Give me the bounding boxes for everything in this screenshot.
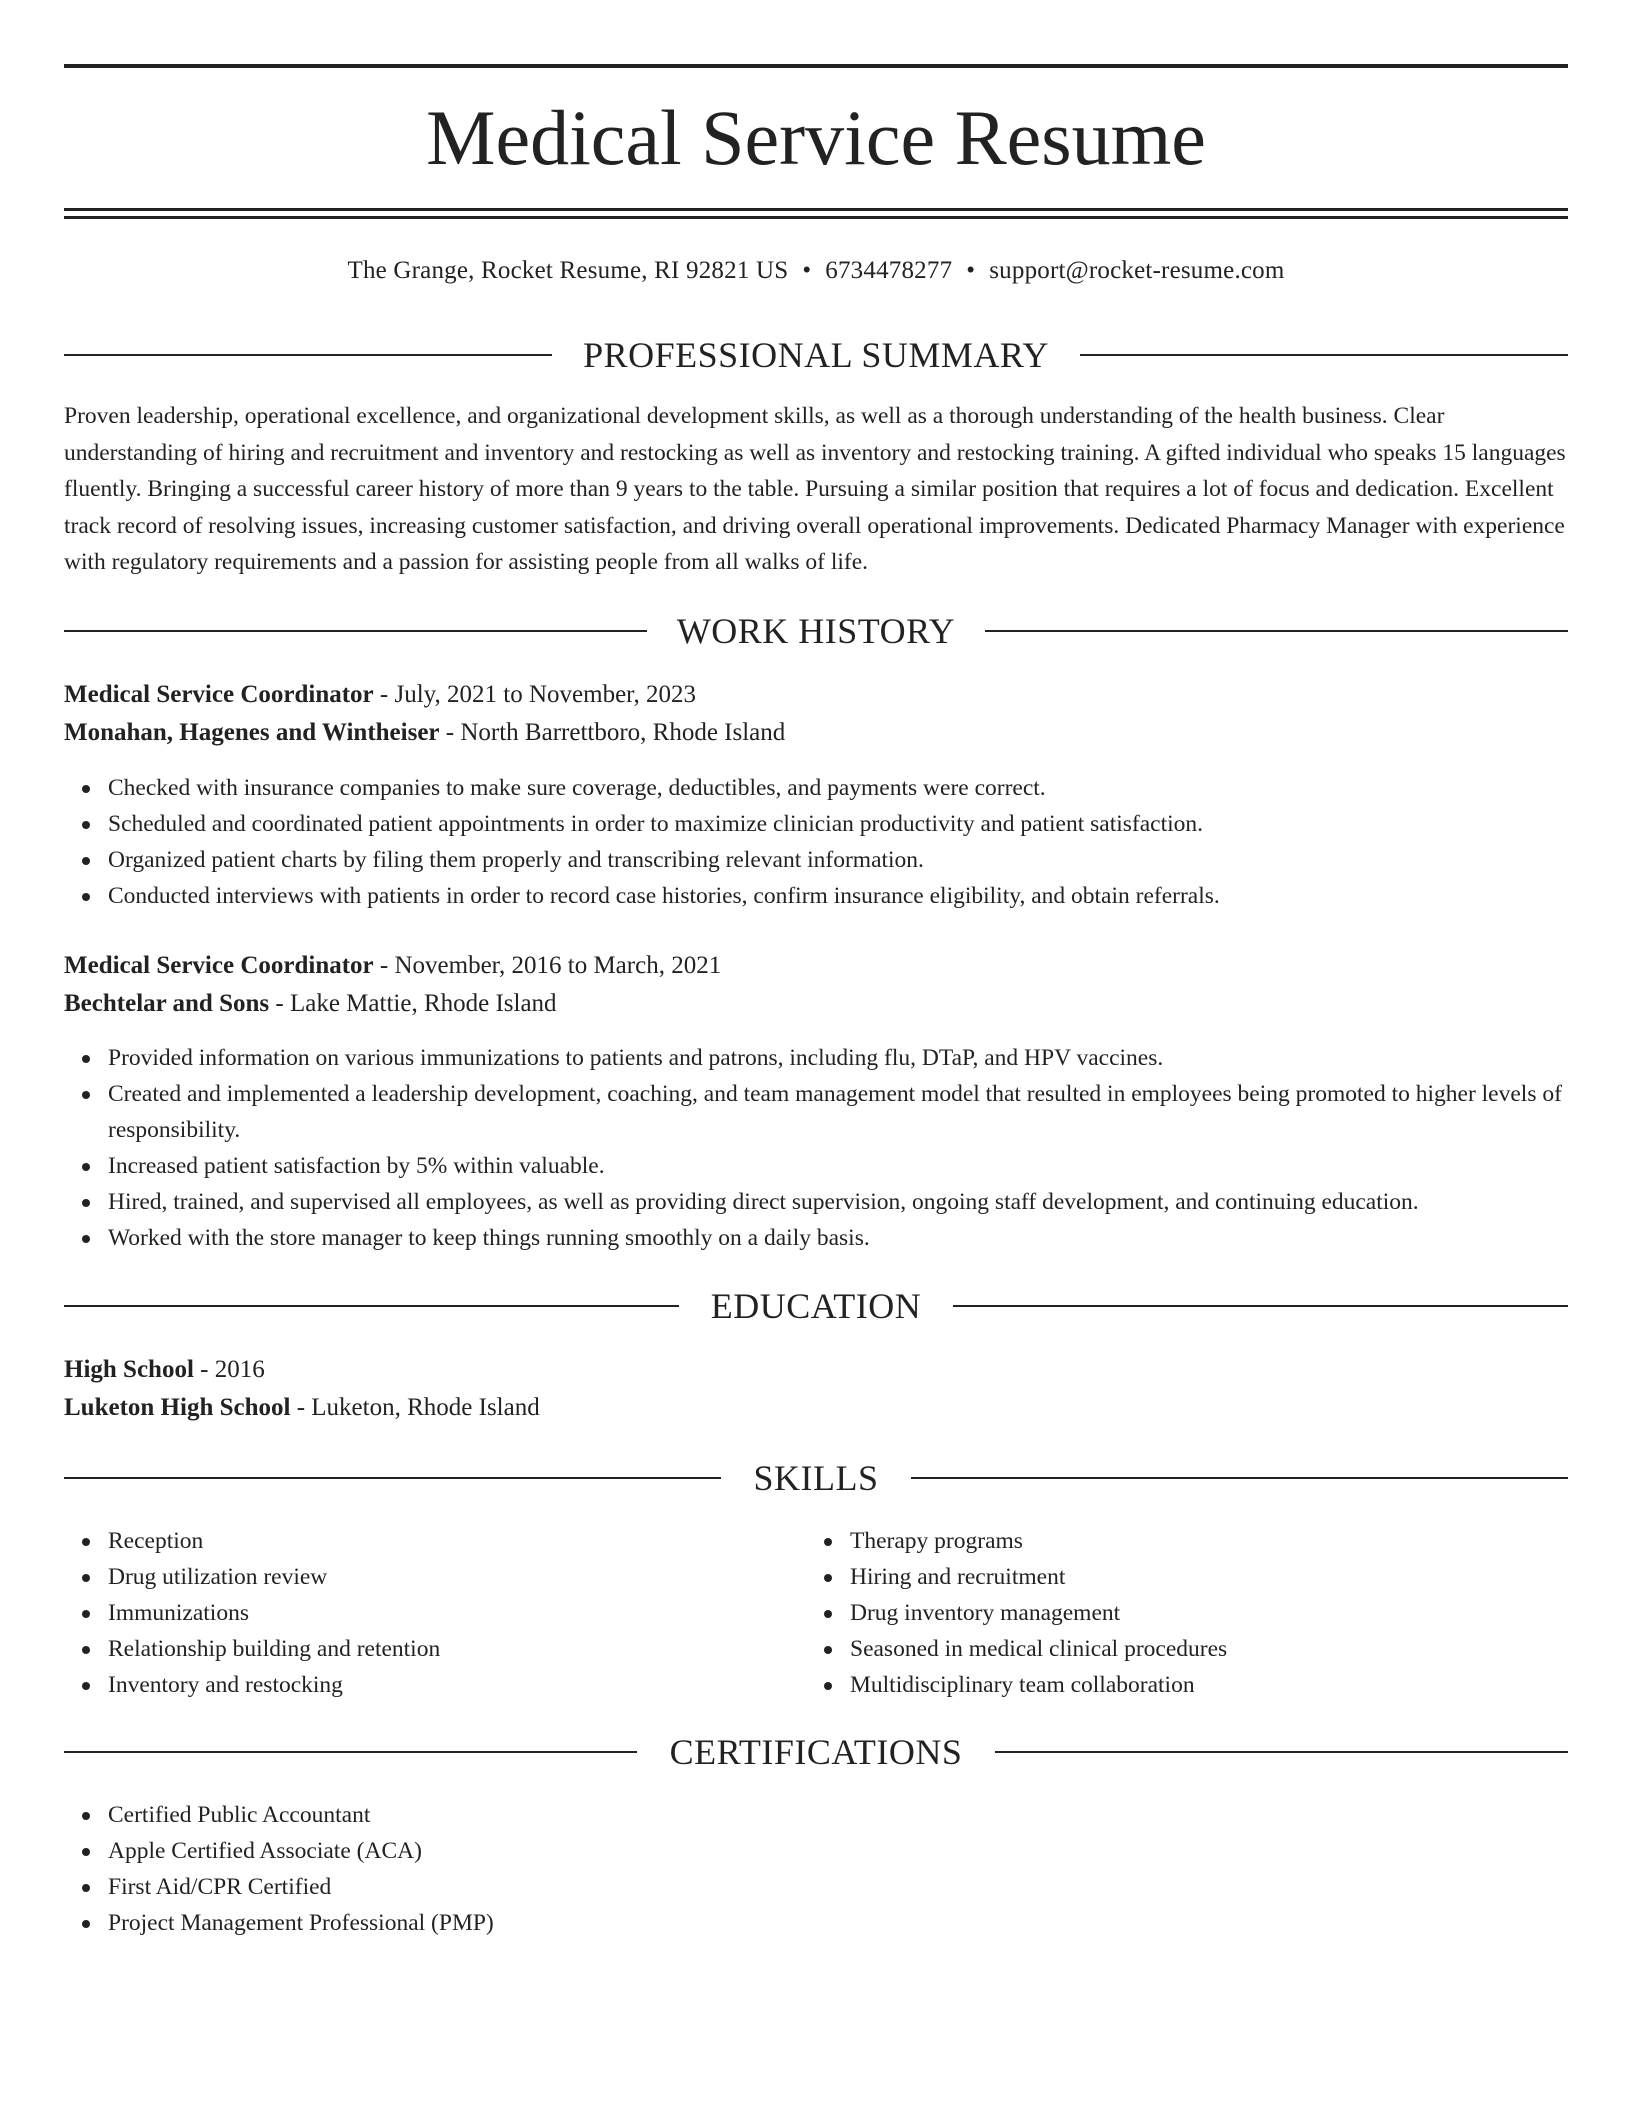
contact-separator: • — [966, 257, 976, 284]
education-section-header — [64, 1284, 1568, 1328]
job-dates: - November, 2016 to March, 2021 — [373, 952, 722, 979]
list-item: Worked with the store manager to keep things running smoothly on a daily basis. — [64, 1220, 1568, 1256]
education-school-line — [64, 1390, 1568, 1426]
job-company: Bechtelar and Sons — [64, 990, 270, 1017]
skills-section-header — [64, 1456, 1568, 1500]
education-degree: High School — [64, 1356, 194, 1383]
list-item: Immunizations — [64, 1595, 804, 1631]
list-item: Apple Certified Associate (ACA) — [64, 1833, 1568, 1869]
work-section-header — [64, 609, 1568, 653]
certifications-section-header — [64, 1730, 1568, 1774]
list-item: Certified Public Accountant — [64, 1797, 1568, 1833]
skills-list-right — [806, 1523, 1566, 1703]
list-item: Checked with insurance companies to make sure coverage, deductibles, and payments were correct. — [64, 770, 1568, 806]
divider-line — [911, 1477, 1568, 1479]
job-title-line — [64, 677, 1568, 713]
list-item: Seasoned in medical clinical procedures — [806, 1631, 1566, 1667]
contact-separator: • — [802, 257, 812, 284]
contact-line — [64, 254, 1568, 288]
certifications-list — [64, 1797, 1568, 1941]
list-item: Hiring and recruitment — [806, 1559, 1566, 1595]
list-item: Drug utilization review — [64, 1559, 804, 1595]
list-item: First Aid/CPR Certified — [64, 1869, 1568, 1905]
summary-text: Proven leadership, operational excellence, and organizational development skills, as well as a thorough understanding of the health business. Clear understanding of hiring and recruitment and inventory and restocking as well as inventory and restocking training. A gifted individual who speaks 15 languages fluently. Bringing a successful career history of more than 9 years to the table. Pursuing a similar position that requires a lot of focus and dedication. Excellent track record of resolving issues, increasing customer satisfaction, and driving overall operational improvements. Dedicated Pharmacy Manager with experience with regulatory requirements and a passion for assisting people from all walks of life. — [64, 403, 1566, 575]
contact-phone: 6734478277 — [825, 257, 953, 284]
job-title: Medical Service Coordinator — [64, 681, 374, 708]
education-location: - Luketon, Rhode Island — [290, 1394, 540, 1421]
list-item: Organized patient charts by filing them properly and transcribing relevant information. — [64, 842, 1568, 878]
job-bullets — [64, 1040, 1568, 1256]
title-rule-upper — [64, 208, 1568, 211]
list-item: Hired, trained, and supervised all employees, as well as providing direct supervision, ongoing staff development, and continuing education. — [64, 1184, 1568, 1220]
list-item: Relationship building and retention — [64, 1631, 804, 1667]
job-title: Medical Service Coordinator — [64, 952, 374, 979]
list-item: Drug inventory management — [806, 1595, 1566, 1631]
list-item: Created and implemented a leadership development, coaching, and team management model that resulted in employees being promoted to higher levels of responsibility. — [64, 1076, 1568, 1148]
list-item: Reception — [64, 1523, 804, 1559]
top-rule — [64, 64, 1568, 68]
job-company: Monahan, Hagenes and Wintheiser — [64, 719, 440, 746]
education-degree-line — [64, 1352, 1568, 1388]
job-company-line — [64, 986, 1568, 1022]
section-title-skills: SKILLS — [753, 1458, 879, 1498]
divider-line — [1080, 354, 1568, 356]
list-item: Scheduled and coordinated patient appointments in order to maximize clinician productivity and patient satisfaction. — [64, 806, 1568, 842]
section-title-education: EDUCATION — [710, 1286, 922, 1326]
title-rule-lower — [64, 216, 1568, 219]
summary-section-header — [64, 333, 1568, 377]
education-year: - 2016 — [193, 1356, 265, 1383]
job-dates: - July, 2021 to November, 2023 — [373, 681, 696, 708]
divider-line — [995, 1751, 1568, 1753]
divider-line — [985, 630, 1568, 632]
list-item: Conducted interviews with patients in order to record case histories, confirm insurance eligibility, and obtain referrals. — [64, 878, 1568, 914]
divider-line — [953, 1305, 1568, 1307]
page-title: Medical Service Resume — [426, 94, 1206, 181]
job-location: - Lake Mattie, Rhode Island — [269, 990, 557, 1017]
list-item: Increased patient satisfaction by 5% within valuable. — [64, 1148, 1568, 1184]
job-company-line — [64, 715, 1568, 751]
job-title-line — [64, 948, 1568, 984]
section-title-summary: PROFESSIONAL SUMMARY — [583, 335, 1049, 375]
list-item: Multidisciplinary team collaboration — [806, 1667, 1566, 1703]
list-item: Therapy programs — [806, 1523, 1566, 1559]
section-title-work: WORK HISTORY — [676, 611, 956, 651]
list-item: Inventory and restocking — [64, 1667, 804, 1703]
job-bullets — [64, 770, 1568, 914]
list-item: Project Management Professional (PMP) — [64, 1905, 1568, 1941]
section-title-certifications: CERTIFICATIONS — [669, 1732, 963, 1772]
job-location: - North Barrettboro, Rhode Island — [439, 719, 786, 746]
skills-list-left — [64, 1523, 804, 1703]
education-school: Luketon High School — [64, 1394, 291, 1421]
contact-email: support@rocket-resume.com — [989, 257, 1285, 284]
list-item: Provided information on various immunizations to patients and patrons, including flu, DTaP, and HPV vaccines. — [64, 1040, 1568, 1076]
contact-address: The Grange, Rocket Resume, RI 92821 US — [347, 257, 789, 284]
